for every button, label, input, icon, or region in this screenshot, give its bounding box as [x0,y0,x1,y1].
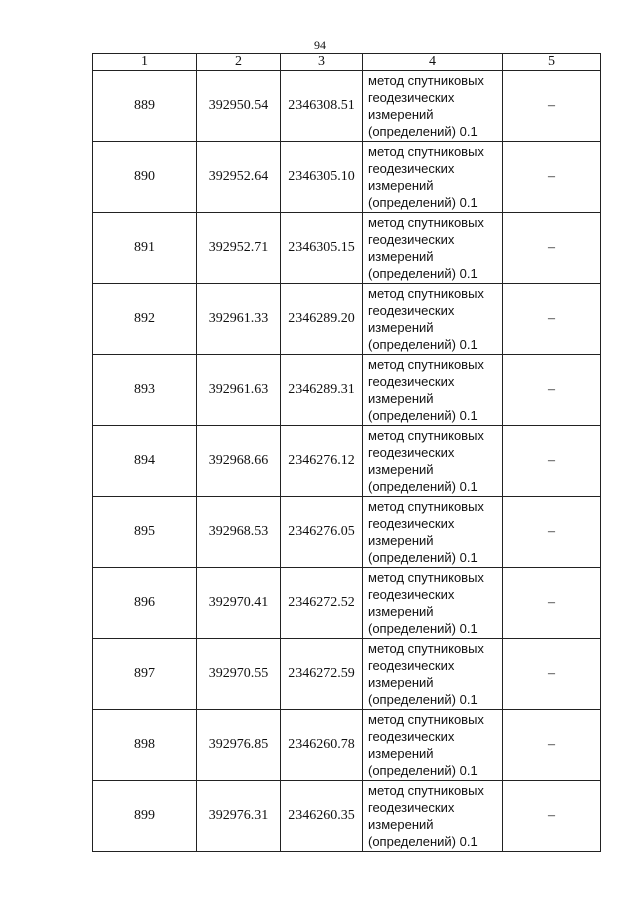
method-cell: метод спутниковых геодезических измерений (определений) 0.1 [363,710,503,781]
column-header: 1 [93,54,197,71]
y-coordinate-cell: 2346276.12 [281,426,363,497]
point-number-cell: 895 [93,497,197,568]
coordinates-table [92,53,601,852]
method-cell: метод спутниковых геодезических измерений (определений) 0.1 [363,639,503,710]
table-row [93,781,601,852]
y-coordinate-cell: 2346260.78 [281,710,363,781]
table-row [93,568,601,639]
method-cell: метод спутниковых геодезических измерений (определений) 0.1 [363,426,503,497]
y-coordinate-cell: 2346260.35 [281,781,363,852]
method-cell: метод спутниковых геодезических измерений (определений) 0.1 [363,781,503,852]
x-coordinate-cell: 392952.71 [197,213,281,284]
y-coordinate-cell: 2346272.52 [281,568,363,639]
x-coordinate-cell: 392952.64 [197,142,281,213]
point-number-cell: 894 [93,426,197,497]
table-row [93,710,601,781]
point-number-cell: 893 [93,355,197,426]
point-number-cell: 896 [93,568,197,639]
column-header: 3 [281,54,363,71]
x-coordinate-cell: 392961.33 [197,284,281,355]
point-number-cell: 889 [93,71,197,142]
note-cell: – [503,71,601,142]
y-coordinate-cell: 2346305.15 [281,213,363,284]
table-row [93,639,601,710]
table-row [93,71,601,142]
point-number-cell: 899 [93,781,197,852]
note-cell: – [503,284,601,355]
column-header: 5 [503,54,601,71]
method-cell: метод спутниковых геодезических измерений (определений) 0.1 [363,568,503,639]
table-row [93,213,601,284]
x-coordinate-cell: 392976.31 [197,781,281,852]
x-coordinate-cell: 392970.55 [197,639,281,710]
point-number-cell: 892 [93,284,197,355]
x-coordinate-cell: 392950.54 [197,71,281,142]
table-row [93,142,601,213]
point-number-cell: 891 [93,213,197,284]
table-row [93,426,601,497]
point-number-cell: 897 [93,639,197,710]
method-cell: метод спутниковых геодезических измерений (определений) 0.1 [363,497,503,568]
method-cell: метод спутниковых геодезических измерений (определений) 0.1 [363,284,503,355]
x-coordinate-cell: 392976.85 [197,710,281,781]
note-cell: – [503,568,601,639]
y-coordinate-cell: 2346276.05 [281,497,363,568]
method-cell: метод спутниковых геодезических измерений (определений) 0.1 [363,142,503,213]
method-cell: метод спутниковых геодезических измерений (определений) 0.1 [363,355,503,426]
y-coordinate-cell: 2346308.51 [281,71,363,142]
x-coordinate-cell: 392968.66 [197,426,281,497]
page-number: 94 [314,38,326,52]
note-cell: – [503,213,601,284]
y-coordinate-cell: 2346289.31 [281,355,363,426]
table-row [93,355,601,426]
note-cell: – [503,639,601,710]
column-header: 2 [197,54,281,71]
method-cell: метод спутниковых геодезических измерений (определений) 0.1 [363,71,503,142]
note-cell: – [503,710,601,781]
x-coordinate-cell: 392961.63 [197,355,281,426]
y-coordinate-cell: 2346272.59 [281,639,363,710]
note-cell: – [503,426,601,497]
note-cell: – [503,142,601,213]
note-cell: – [503,781,601,852]
y-coordinate-cell: 2346305.10 [281,142,363,213]
x-coordinate-cell: 392970.41 [197,568,281,639]
table-row [93,497,601,568]
method-cell: метод спутниковых геодезических измерений (определений) 0.1 [363,213,503,284]
note-cell: – [503,355,601,426]
note-cell: – [503,497,601,568]
y-coordinate-cell: 2346289.20 [281,284,363,355]
column-header: 4 [363,54,503,71]
table-body [93,71,601,852]
x-coordinate-cell: 392968.53 [197,497,281,568]
point-number-cell: 890 [93,142,197,213]
table-row [93,284,601,355]
table-header-row [93,54,601,71]
point-number-cell: 898 [93,710,197,781]
